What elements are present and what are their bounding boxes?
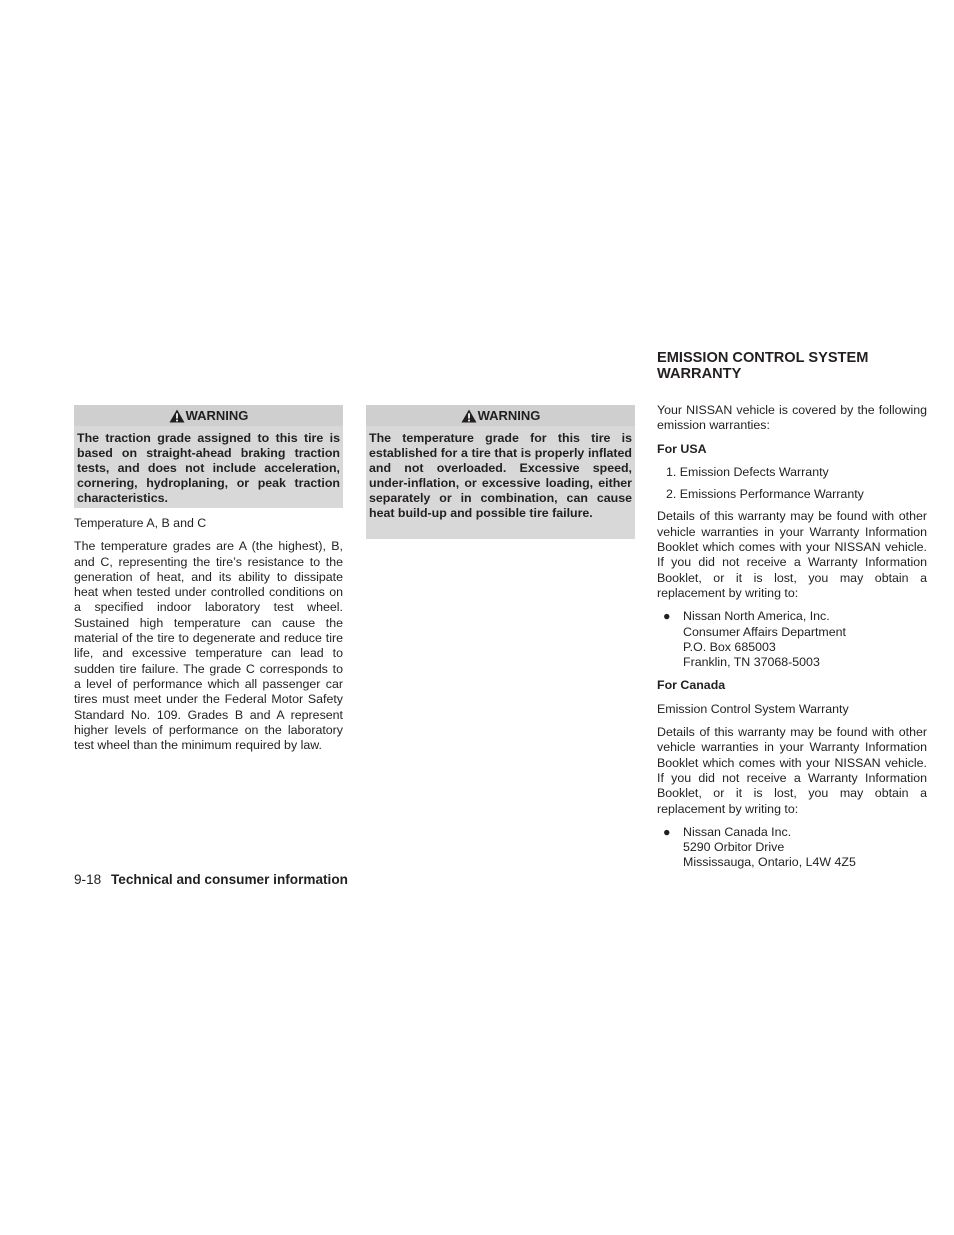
section-name: Technical and consumer information: [111, 872, 348, 887]
address-line: Nissan Canada Inc.: [683, 824, 792, 839]
bullet-icon: ●: [663, 609, 671, 624]
warning-header: [366, 405, 635, 426]
list-item: 1. Emission Defects Warranty: [666, 464, 829, 479]
section-title: EMISSION CONTROL SYSTEM WARRANTY: [657, 350, 869, 382]
canada-item: Emission Control System Warranty: [657, 701, 849, 716]
address-line: Mississauga, Ontario, L4W 4Z5: [683, 855, 856, 870]
usa-heading: For USA: [657, 441, 707, 456]
warning-heading: WARNING: [185, 408, 249, 423]
canada-details-paragraph: Details of this warranty may be found with other vehicle warranties in your Warranty Information Booklet which comes with your NISSAN vehicle. If you did not receive a Warranty Information Booklet, or it is lost, you may obtain a replacement by writing to:: [657, 725, 927, 816]
warning-triangle-icon: [461, 409, 477, 423]
usa-details-paragraph: Details of this warranty may be found with other vehicle warranties in your Warranty Information Booklet which comes with your NISSAN vehicle. If you did not receive a Warranty Information Booklet, or it is lost, you may obtain a replacement by writing to:: [657, 509, 927, 600]
temperature-paragraph: The temperature grades are A (the highest), B, and C, representing the tire’s resistance to the generation of heat, and its ability to dissipate heat when tested under controlled conditions on a specified indoor laboratory test wheel. Sustained high temperature can cause the material of the tire to degenerate and reduce tire life, and excessive temperature can lead to sudden tire failure. The grade C corresponds to a level of performance which all passenger car tires must meet under the Federal Motor Safety Standard No. 109. Grades B and A represent higher levels of performance on the laboratory test wheel than the minimum required by law.: [74, 539, 343, 753]
temperature-warning-box: [366, 405, 635, 539]
warning-text: The temperature grade for this tire is established for a tire that is properly inflated and not overloaded. Excessive speed, under-inflation, or excessive loading, either separately or in combination, can cause heat build-up and possible tire failure.: [369, 431, 632, 520]
address-line: Nissan North America, Inc.: [683, 609, 830, 624]
page-footer: [74, 872, 348, 888]
usa-warranty-list: [657, 465, 927, 503]
address-line: 5290 Orbitor Drive: [683, 840, 785, 855]
bullet-icon: ●: [663, 824, 671, 839]
address-line: Franklin, TN 37068-5003: [683, 655, 820, 670]
warning-triangle-icon: [169, 409, 185, 423]
list-item: 2. Emissions Performance Warranty: [666, 487, 864, 502]
right-column: [657, 350, 927, 879]
left-column: [74, 405, 343, 761]
intro-paragraph: Your NISSAN vehicle is covered by the following emission warranties:: [657, 403, 927, 433]
page-number: 9-18: [74, 872, 102, 887]
usa-address: [657, 609, 927, 670]
middle-column: [366, 405, 635, 539]
canada-address: [657, 825, 927, 871]
temperature-subheading: Temperature A, B and C: [74, 516, 207, 530]
address-line: Consumer Affairs Department: [683, 624, 846, 639]
warning-heading: WARNING: [477, 408, 541, 423]
address-line: P.O. Box 685003: [683, 639, 776, 654]
canada-heading: For Canada: [657, 678, 726, 693]
warning-header: [74, 405, 343, 426]
traction-warning-box: [74, 405, 343, 508]
warning-text: The traction grade assigned to this tire is based on straight-ahead braking traction tests, and does not include acceleration, cornering, hydroplaning, or peak traction characteristics.: [77, 431, 340, 505]
